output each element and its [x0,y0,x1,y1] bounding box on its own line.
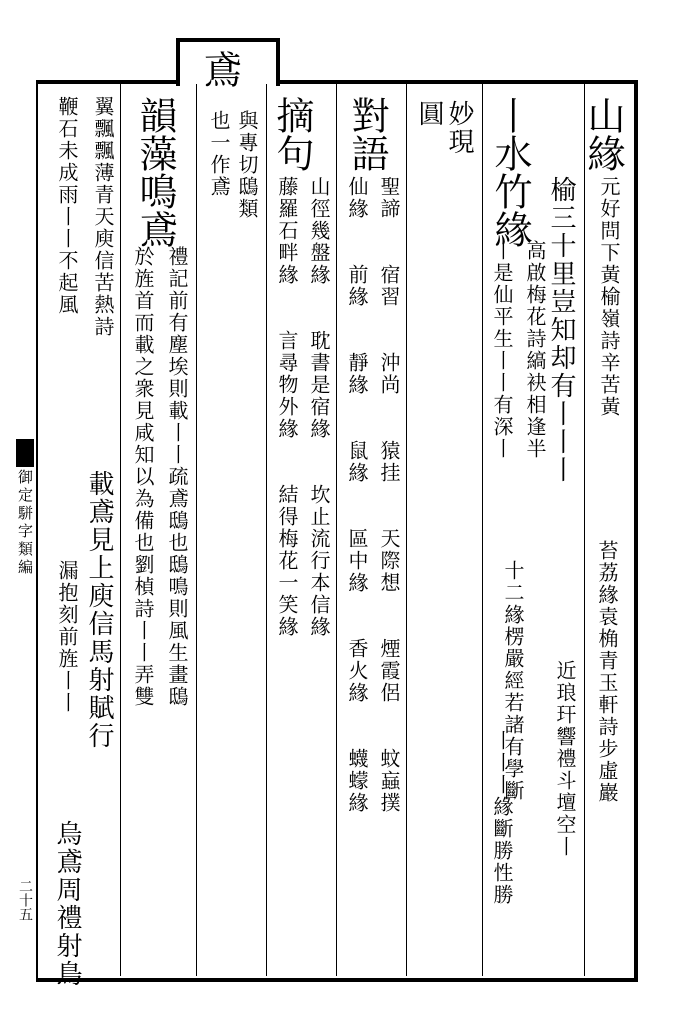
entry-heading: 妙現 [444,100,474,156]
entry-text: 丨丨丨緣斷勝性勝 [490,730,514,906]
entry-text: 與專切鴟類 [235,110,259,220]
section-heading: 摘句 [270,96,314,172]
page-number: 二十五 [17,879,33,921]
entry-text: 也一作鳶 [207,110,231,198]
entry-text: 元好問下黃榆嶺詩辛苦黃 [597,176,621,418]
entry-text: 漏抱刻前旌丨丨 [55,560,79,714]
section-heading: 韻藻鳴鳶 [133,96,177,248]
column-rule [120,84,121,976]
frame-bottom-border [36,978,638,982]
fishtail-mark [16,439,34,467]
entry-text: 聖諦 宿習 沖尚 猿挂 天際想 煙霞侶 蚊蝱撲 [377,176,401,814]
entry-text: 載鳶見上庾信馬射賦行 [84,470,114,750]
column-rule [336,84,337,976]
entry-heading: 丨水竹緣 [488,96,532,248]
entry-text: 仙緣 前緣 靜緣 鼠緣 區中緣 香火緣 蠛蠓緣 [345,176,369,814]
section-heading: 對語 [345,96,389,172]
entry-heading: 山緣 [581,96,625,172]
entry-text: 苔荔緣袁桷青玉軒詩步虛巖 [595,540,619,804]
entry-text: 烏鳶周禮射鳥 [52,820,82,988]
frame-right-border [634,80,638,980]
entry-text: 近琅玕響禮斗壇空丨 [553,660,577,858]
entry-text: 禮記前有塵埃則載丨丨疏鳶鴟也鴟鳴則風生畫鴟 [165,246,189,708]
entry-text: 鞭石未成雨丨丨不起風 [55,96,79,316]
column-rule [196,84,197,976]
page-gutter [14,95,36,975]
book-title: 御定駢字類編 [16,469,34,577]
entry-text: 丨是仙平生丨丨有深丨 [490,240,514,460]
column-rule [406,84,407,976]
frame-left-border [36,80,38,980]
entry-text: 山徑幾盤緣 耽書是宿緣 坎止流行本信緣 [307,176,331,638]
character-heading: 鳶 [197,50,241,88]
entry-text: 高啟梅花詩縞袂相逢半 [523,240,547,460]
entry-text: 榆三十里豈知却有丨丨丨 [546,176,576,484]
entry-heading: 圓 [414,100,444,128]
column-rule [266,84,267,976]
entry-text: 藤羅石畔緣 言尋物外緣 結得梅花一笑緣 [275,176,299,638]
entry-text: 翼飄飄薄青天庾信苦熱詩 [91,96,115,338]
entry-text: 於旌首而載之衆見咸知以為備也劉楨詩丨丨弄雙 [131,246,155,708]
column-rule [482,84,483,976]
entry-text: 十二緣楞嚴經若諸有學斷 [501,560,525,802]
column-rule [584,84,585,976]
